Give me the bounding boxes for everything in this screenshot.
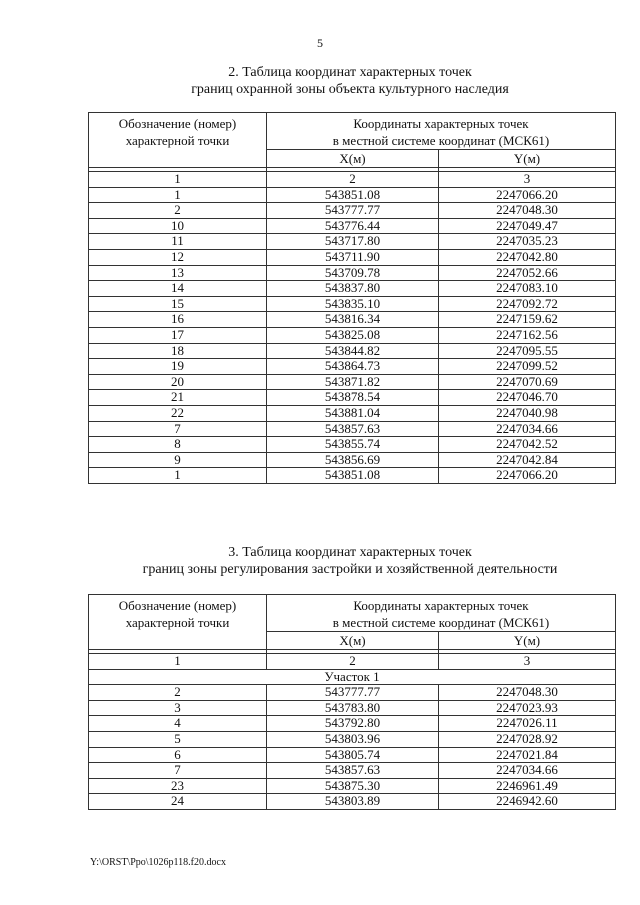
x-coordinate-cell: 543783.80 xyxy=(267,700,439,716)
y-coordinate-cell: 2247162.56 xyxy=(439,327,616,343)
column-number: 1 xyxy=(89,654,267,670)
point-number-cell: 1 xyxy=(89,468,267,484)
table-row xyxy=(89,778,616,794)
table-row xyxy=(89,281,616,297)
y-coordinate-cell: 2247066.20 xyxy=(439,187,616,203)
point-header-line1: Обозначение (номер) xyxy=(118,116,237,131)
point-number-cell: 13 xyxy=(89,265,267,281)
section2-coordinates-table xyxy=(88,112,616,484)
x-coordinate-cell: 543711.90 xyxy=(267,249,439,265)
point-number-cell: 5 xyxy=(89,731,267,747)
y-coordinate-cell: 2247023.93 xyxy=(439,700,616,716)
subsection-label: Участок 1 xyxy=(89,669,616,685)
column-number: 2 xyxy=(267,654,439,670)
x-coordinate-cell: 543792.80 xyxy=(267,716,439,732)
y-coordinate-cell: 2247092.72 xyxy=(439,296,616,312)
table-row xyxy=(89,234,616,250)
x-coordinate-cell: 543857.63 xyxy=(267,763,439,779)
x-coordinate-cell: 543881.04 xyxy=(267,405,439,421)
y-coordinate-cell: 2247099.52 xyxy=(439,359,616,375)
column-number: 3 xyxy=(439,654,616,670)
x-coordinate-cell: 543805.74 xyxy=(267,747,439,763)
coords-header-line2: в местной системе координат (МСК61) xyxy=(332,615,550,630)
table-row xyxy=(89,700,616,716)
point-number-cell: 12 xyxy=(89,249,267,265)
table-row xyxy=(89,296,616,312)
y-coordinate-cell: 2247083.10 xyxy=(439,281,616,297)
table-row xyxy=(89,312,616,328)
file-path-footer: Y:\ORST\Ppo\1026p118.f20.docx xyxy=(90,857,226,868)
point-number-cell: 14 xyxy=(89,281,267,297)
table-row xyxy=(89,203,616,219)
point-header-line2: характерной точки xyxy=(125,133,230,148)
x-coordinate-cell: 543855.74 xyxy=(267,437,439,453)
x-column-header: X(м) xyxy=(267,632,439,650)
x-coordinate-cell: 543837.80 xyxy=(267,281,439,297)
table-row xyxy=(89,374,616,390)
section2-title-line2: границ охранной зоны объекта культурного наследия xyxy=(191,82,509,97)
table-row xyxy=(89,452,616,468)
y-coordinate-cell: 2247066.20 xyxy=(439,468,616,484)
x-coordinate-cell: 543776.44 xyxy=(267,218,439,234)
point-number-cell: 18 xyxy=(89,343,267,359)
table-row xyxy=(89,747,616,763)
x-coordinate-cell: 543878.54 xyxy=(267,390,439,406)
x-coordinate-cell: 543871.82 xyxy=(267,374,439,390)
y-coordinate-cell: 2247042.52 xyxy=(439,437,616,453)
table-row xyxy=(89,249,616,265)
x-coordinate-cell: 543717.80 xyxy=(267,234,439,250)
x-coordinate-cell: 543777.77 xyxy=(267,685,439,701)
x-coordinate-cell: 543709.78 xyxy=(267,265,439,281)
y-coordinate-cell: 2247035.23 xyxy=(439,234,616,250)
x-coordinate-cell: 543856.69 xyxy=(267,452,439,468)
table-row xyxy=(89,794,616,810)
section3-coordinates-table xyxy=(88,594,616,810)
page-number: 5 xyxy=(317,36,323,50)
point-number-cell: 11 xyxy=(89,234,267,250)
header-row xyxy=(89,595,616,632)
point-column-header xyxy=(89,595,267,650)
table-row xyxy=(89,685,616,701)
point-number-cell: 10 xyxy=(89,218,267,234)
y-coordinate-cell: 2247034.66 xyxy=(439,421,616,437)
subsection-row xyxy=(89,669,616,685)
section3-title-line2: границ зоны регулирования застройки и хозяйственной деятельности xyxy=(142,562,558,577)
x-coordinate-cell: 543803.96 xyxy=(267,731,439,747)
table-row xyxy=(89,405,616,421)
y-coordinate-cell: 2247049.47 xyxy=(439,218,616,234)
y-coordinate-cell: 2247042.80 xyxy=(439,249,616,265)
coords-header-line2: в местной системе координат (МСК61) xyxy=(332,133,550,148)
point-number-cell: 17 xyxy=(89,327,267,343)
point-number-cell: 24 xyxy=(89,794,267,810)
table-row xyxy=(89,468,616,484)
x-coordinate-cell: 543851.08 xyxy=(267,187,439,203)
x-coordinate-cell: 543857.63 xyxy=(267,421,439,437)
y-coordinate-cell: 2247095.55 xyxy=(439,343,616,359)
point-number-cell: 2 xyxy=(89,685,267,701)
point-number-cell: 3 xyxy=(89,700,267,716)
x-coordinate-cell: 543864.73 xyxy=(267,359,439,375)
y-coordinate-cell: 2247021.84 xyxy=(439,747,616,763)
section3-table-body xyxy=(89,595,616,810)
x-coordinate-cell: 543803.89 xyxy=(267,794,439,810)
y-coordinate-cell: 2247052.66 xyxy=(439,265,616,281)
column-number-row xyxy=(89,654,616,670)
table-row xyxy=(89,218,616,234)
point-number-cell: 8 xyxy=(89,437,267,453)
x-column-header: X(м) xyxy=(267,150,439,168)
table-row xyxy=(89,359,616,375)
table-row xyxy=(89,343,616,359)
point-number-cell: 16 xyxy=(89,312,267,328)
section3-title xyxy=(60,544,640,578)
y-coordinate-cell: 2247042.84 xyxy=(439,452,616,468)
x-coordinate-cell: 543825.08 xyxy=(267,327,439,343)
y-coordinate-cell: 2247026.11 xyxy=(439,716,616,732)
point-number-cell: 15 xyxy=(89,296,267,312)
section2-table-body xyxy=(89,113,616,484)
section3-title-line1: 3. Таблица координат характерных точек xyxy=(228,545,472,560)
point-number-cell: 22 xyxy=(89,405,267,421)
point-number-cell: 4 xyxy=(89,716,267,732)
coords-header-line1: Координаты характерных точек xyxy=(353,116,529,131)
point-number-cell: 19 xyxy=(89,359,267,375)
header-row xyxy=(89,113,616,150)
point-number-cell: 2 xyxy=(89,203,267,219)
point-number-cell: 23 xyxy=(89,778,267,794)
y-column-header: Y(м) xyxy=(439,632,616,650)
point-number-cell: 20 xyxy=(89,374,267,390)
table-row xyxy=(89,437,616,453)
y-coordinate-cell: 2247034.66 xyxy=(439,763,616,779)
point-number-cell: 21 xyxy=(89,390,267,406)
column-number: 3 xyxy=(439,172,616,188)
column-number: 2 xyxy=(267,172,439,188)
table-row xyxy=(89,327,616,343)
x-coordinate-cell: 543844.82 xyxy=(267,343,439,359)
y-coordinate-cell: 2247070.69 xyxy=(439,374,616,390)
table-row xyxy=(89,390,616,406)
x-coordinate-cell: 543835.10 xyxy=(267,296,439,312)
point-number-cell: 6 xyxy=(89,747,267,763)
point-number-cell: 9 xyxy=(89,452,267,468)
x-coordinate-cell: 543851.08 xyxy=(267,468,439,484)
x-coordinate-cell: 543875.30 xyxy=(267,778,439,794)
y-coordinate-cell: 2247040.98 xyxy=(439,405,616,421)
coords-column-header xyxy=(267,595,616,632)
y-coordinate-cell: 2247048.30 xyxy=(439,685,616,701)
section2-title xyxy=(60,64,640,98)
point-header-line2: характерной точки xyxy=(125,615,230,630)
table-row xyxy=(89,716,616,732)
x-coordinate-cell: 543816.34 xyxy=(267,312,439,328)
table-row xyxy=(89,763,616,779)
table-row xyxy=(89,265,616,281)
y-coordinate-cell: 2247159.62 xyxy=(439,312,616,328)
y-column-header: Y(м) xyxy=(439,150,616,168)
table-row xyxy=(89,187,616,203)
y-coordinate-cell: 2247048.30 xyxy=(439,203,616,219)
section2-title-line1: 2. Таблица координат характерных точек xyxy=(228,65,472,80)
x-coordinate-cell: 543777.77 xyxy=(267,203,439,219)
point-column-header xyxy=(89,113,267,168)
table-row xyxy=(89,421,616,437)
coords-column-header xyxy=(267,113,616,150)
y-coordinate-cell: 2246961.49 xyxy=(439,778,616,794)
point-number-cell: 7 xyxy=(89,763,267,779)
point-header-line1: Обозначение (номер) xyxy=(118,598,237,613)
y-coordinate-cell: 2247028.92 xyxy=(439,731,616,747)
y-coordinate-cell: 2247046.70 xyxy=(439,390,616,406)
table-row xyxy=(89,731,616,747)
column-number: 1 xyxy=(89,172,267,188)
point-number-cell: 1 xyxy=(89,187,267,203)
y-coordinate-cell: 2246942.60 xyxy=(439,794,616,810)
point-number-cell: 7 xyxy=(89,421,267,437)
coords-header-line1: Координаты характерных точек xyxy=(353,598,529,613)
column-number-row xyxy=(89,172,616,188)
